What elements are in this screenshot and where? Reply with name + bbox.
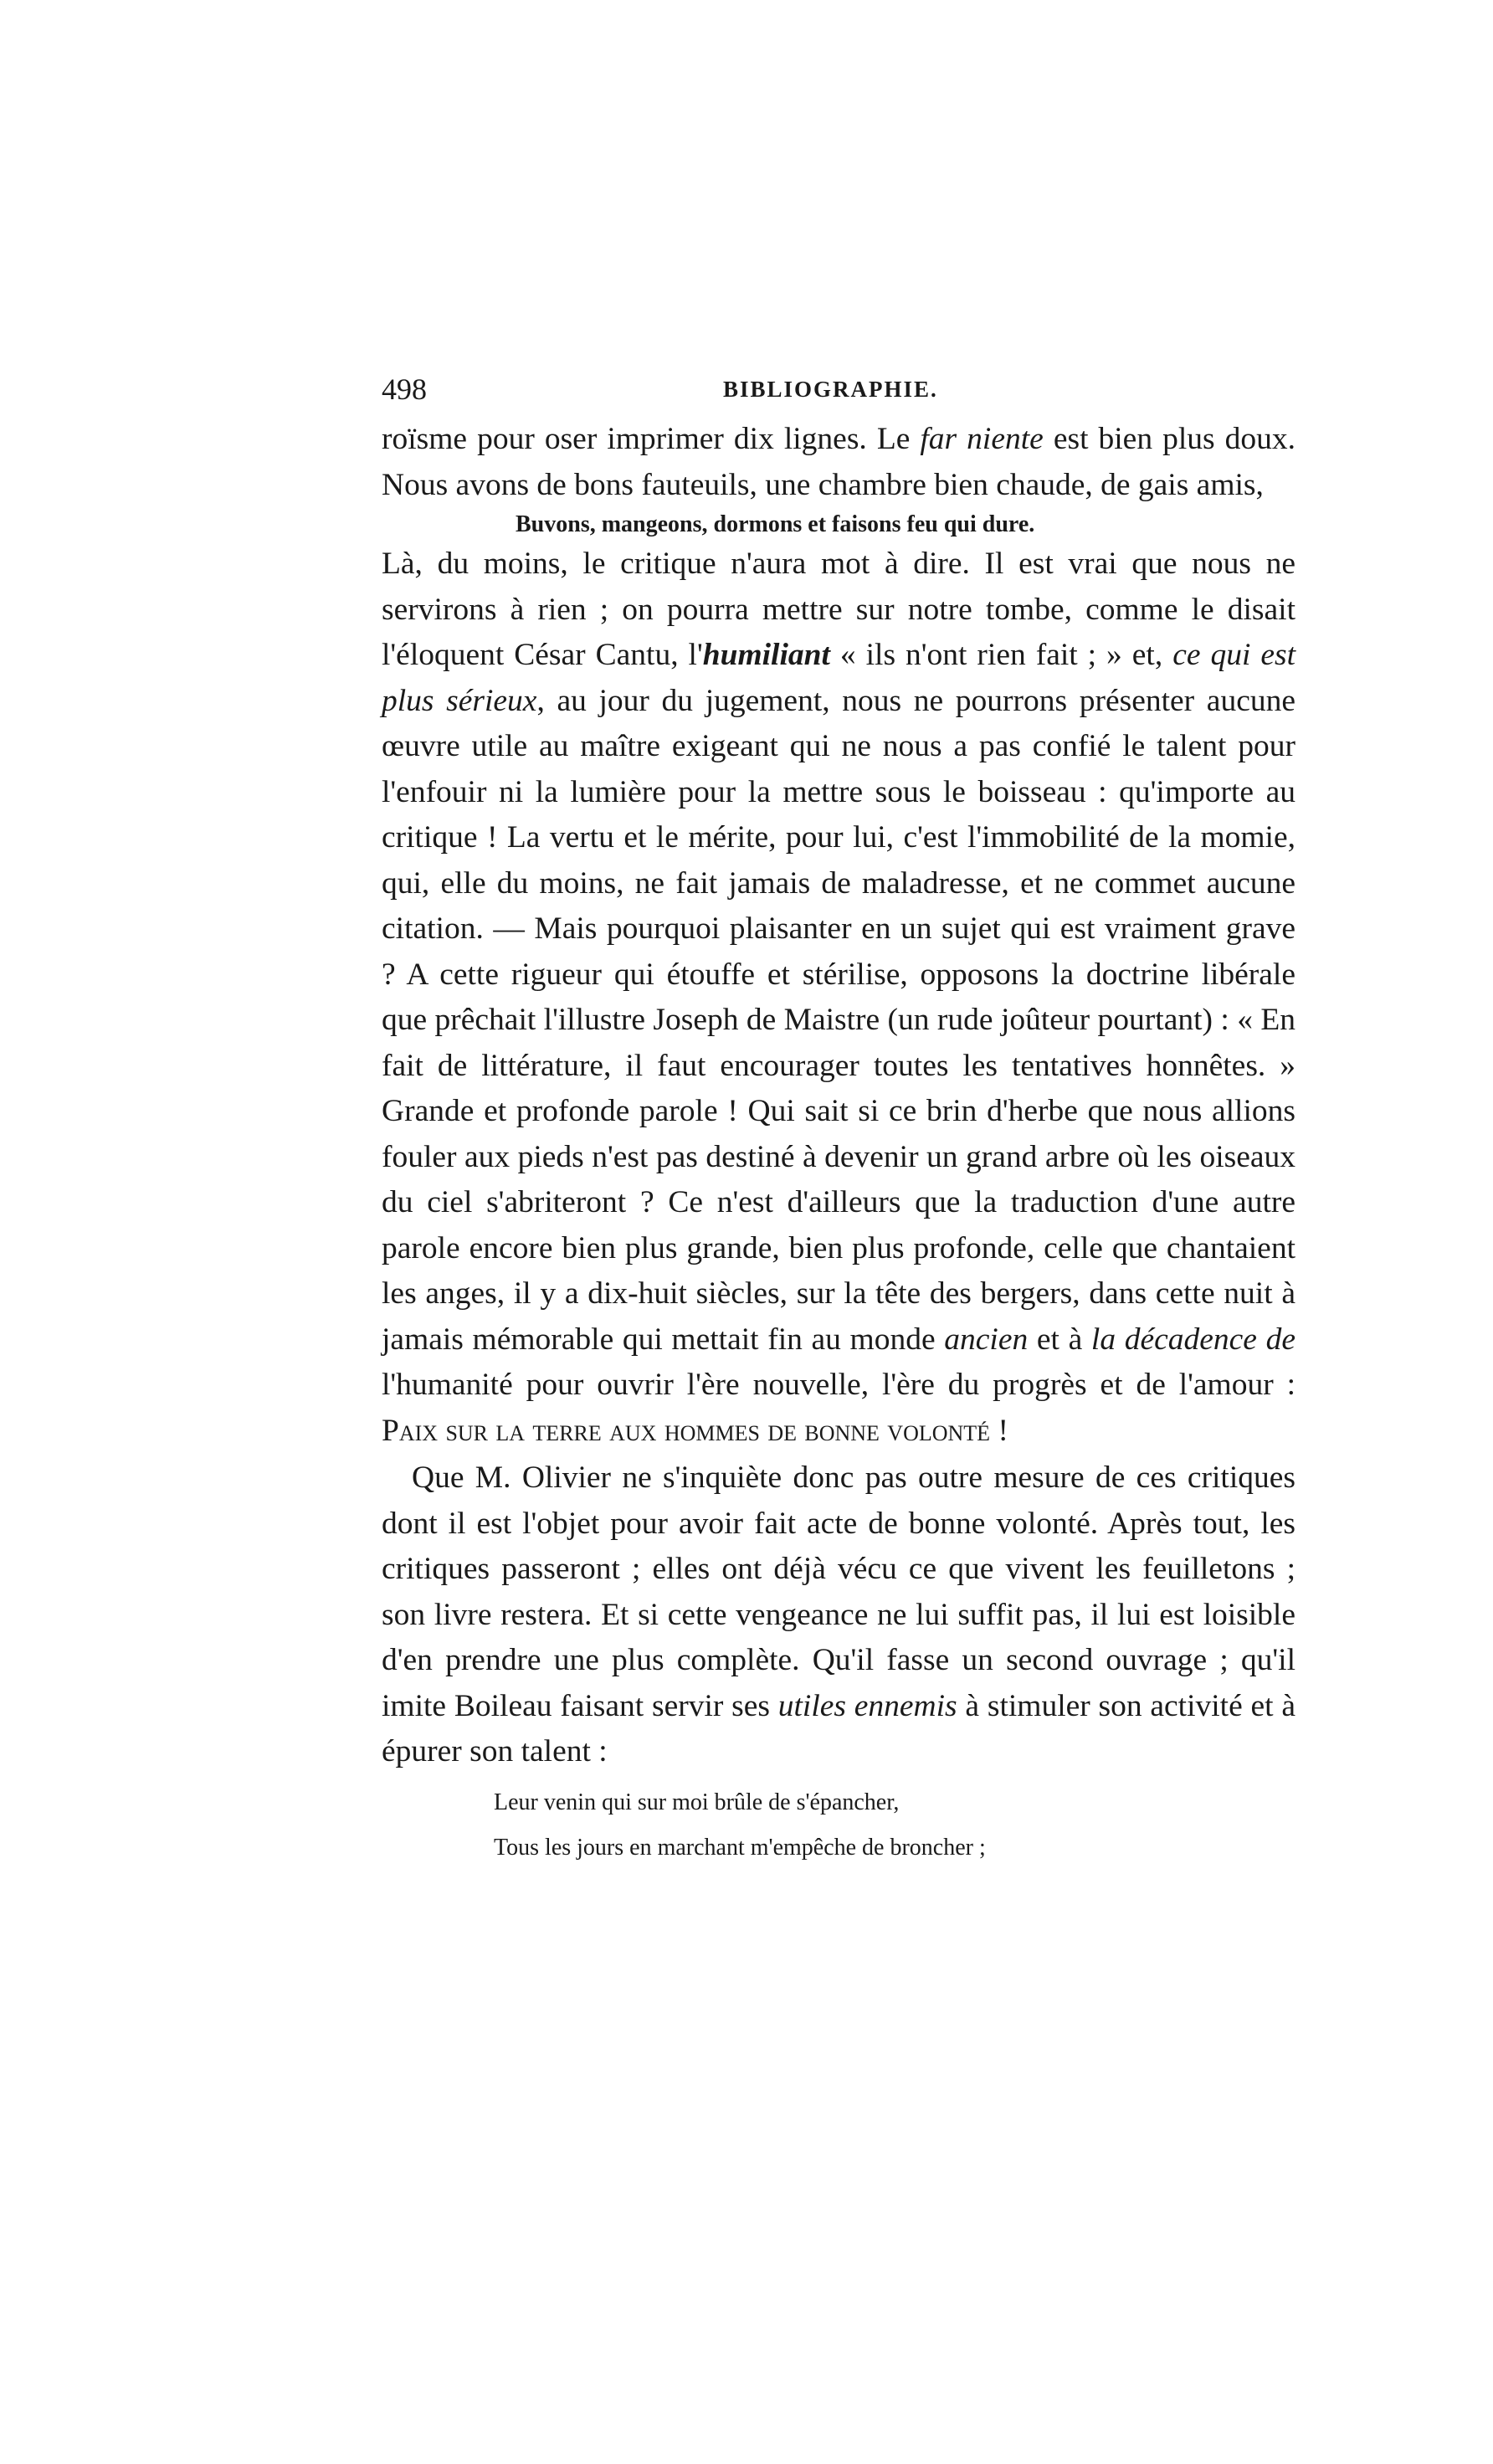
text-span: et à [1028, 1322, 1091, 1357]
italic-span: ancien [944, 1322, 1029, 1357]
verse-quote-2 [382, 1780, 1295, 1871]
text-span: , au jour du jugement, nous ne pourrons présenter aucune œuvre utile au maître exigeant qui ne nous a pas confié le talent pour l'enfouir ni la lumière pour la mettre sous le boisseau : qu'importe au critique ! La vertu et le mérite, pour lui, c'est l'immobilité de la momie, qui, elle du moins, ne fait jamais de maladresse, et ne commet aucune citation. — Mais pourquoi plaisanter en un sujet qui est vraiment grave ? A cette rigueur qui étouffe et stérilise, opposons la doctrine libérale que prêchait l'illustre Joseph de Maistre (un rude joûteur pourtant) : « En fait de littérature, il faut encourager toutes les tentatives honnêtes. » Grande et profonde parole ! Qui sait si ce brin d'herbe que nous allions fouler aux pieds n'est pas destiné à devenir un grand arbre où les oiseaux du ciel s'abriteront ? Ce n'est d'ailleurs que la traduction d'une autre parole encore bien plus grande, bien plus profonde, celle que chantaient les anges, il y a dix-huit siècles, sur la tête des bergers, dans cette nuit à jamais mémorable qui mettait fin au monde [382, 683, 1295, 1357]
italic-span: utiles ennemis [777, 1688, 957, 1723]
italic-span: far niente [920, 422, 1044, 456]
text-span: roïsme pour oser imprimer dix lignes. Le [382, 422, 921, 456]
paragraph-3 [382, 1455, 1295, 1775]
running-head: BIBLIOGRAPHIE. [723, 377, 938, 402]
body-text [382, 417, 1295, 1871]
text-span: Que M. Olivier ne s'inquiète donc pas outre mesure de ces critiques dont il est l'objet pour avoir fait acte de bonne volonté. Après tout, les critiques passeront ; elles ont déjà vécu ce que vivent les feuilletons ; son livre restera. Et si cette vengeance ne lui suffit pas, il lui est loisible d'en prendre une plus complète. Qu'il fasse un second ouvrage ; qu'il imite Boileau faisant servir ses [382, 1460, 1295, 1723]
bold-italic-span: humiliant [702, 638, 830, 672]
text-span: ! [990, 1413, 1008, 1448]
italic-span: ce qui est plus sérieux [382, 638, 1296, 718]
page-number: 498 [382, 372, 427, 406]
paragraph-1 [382, 417, 1295, 508]
text-span: l'humanité pour ouvrir l'ère nouvelle, l'ère du progrès et de l'amour : [382, 1368, 1295, 1402]
text-span: à stimuler son activité et à épurer son talent : [382, 1688, 1295, 1768]
text-span: Là, du moins, le critique n'aura mot à dire. Il est vrai que nous ne servirons à rien ; on pourra mettre sur notre tombe, comme le disait l'éloquent César Cantu, l' [382, 547, 1295, 672]
text-span: « ils n'ont rien fait ; » et, [829, 638, 1173, 672]
page-header [382, 372, 1295, 405]
verse-line-1: Leur venin qui sur moi brûle de s'épancher, [494, 1789, 900, 1815]
small-caps-span: Paix sur la terre aux hommes de bonne volonté [382, 1413, 991, 1448]
paragraph-2 [382, 542, 1295, 1454]
verse-quote-1: Buvons, mangeons, dormons et faisons feu qui dure. [516, 511, 1035, 537]
verse-line-2: Tous les jours en marchant m'empêche de broncher ; [494, 1834, 986, 1861]
italic-span: la décadence de [1090, 1322, 1295, 1357]
text-span: est bien plus doux. Nous avons de bons fauteuils, une chambre bien chaude, de gais amis, [382, 422, 1296, 502]
